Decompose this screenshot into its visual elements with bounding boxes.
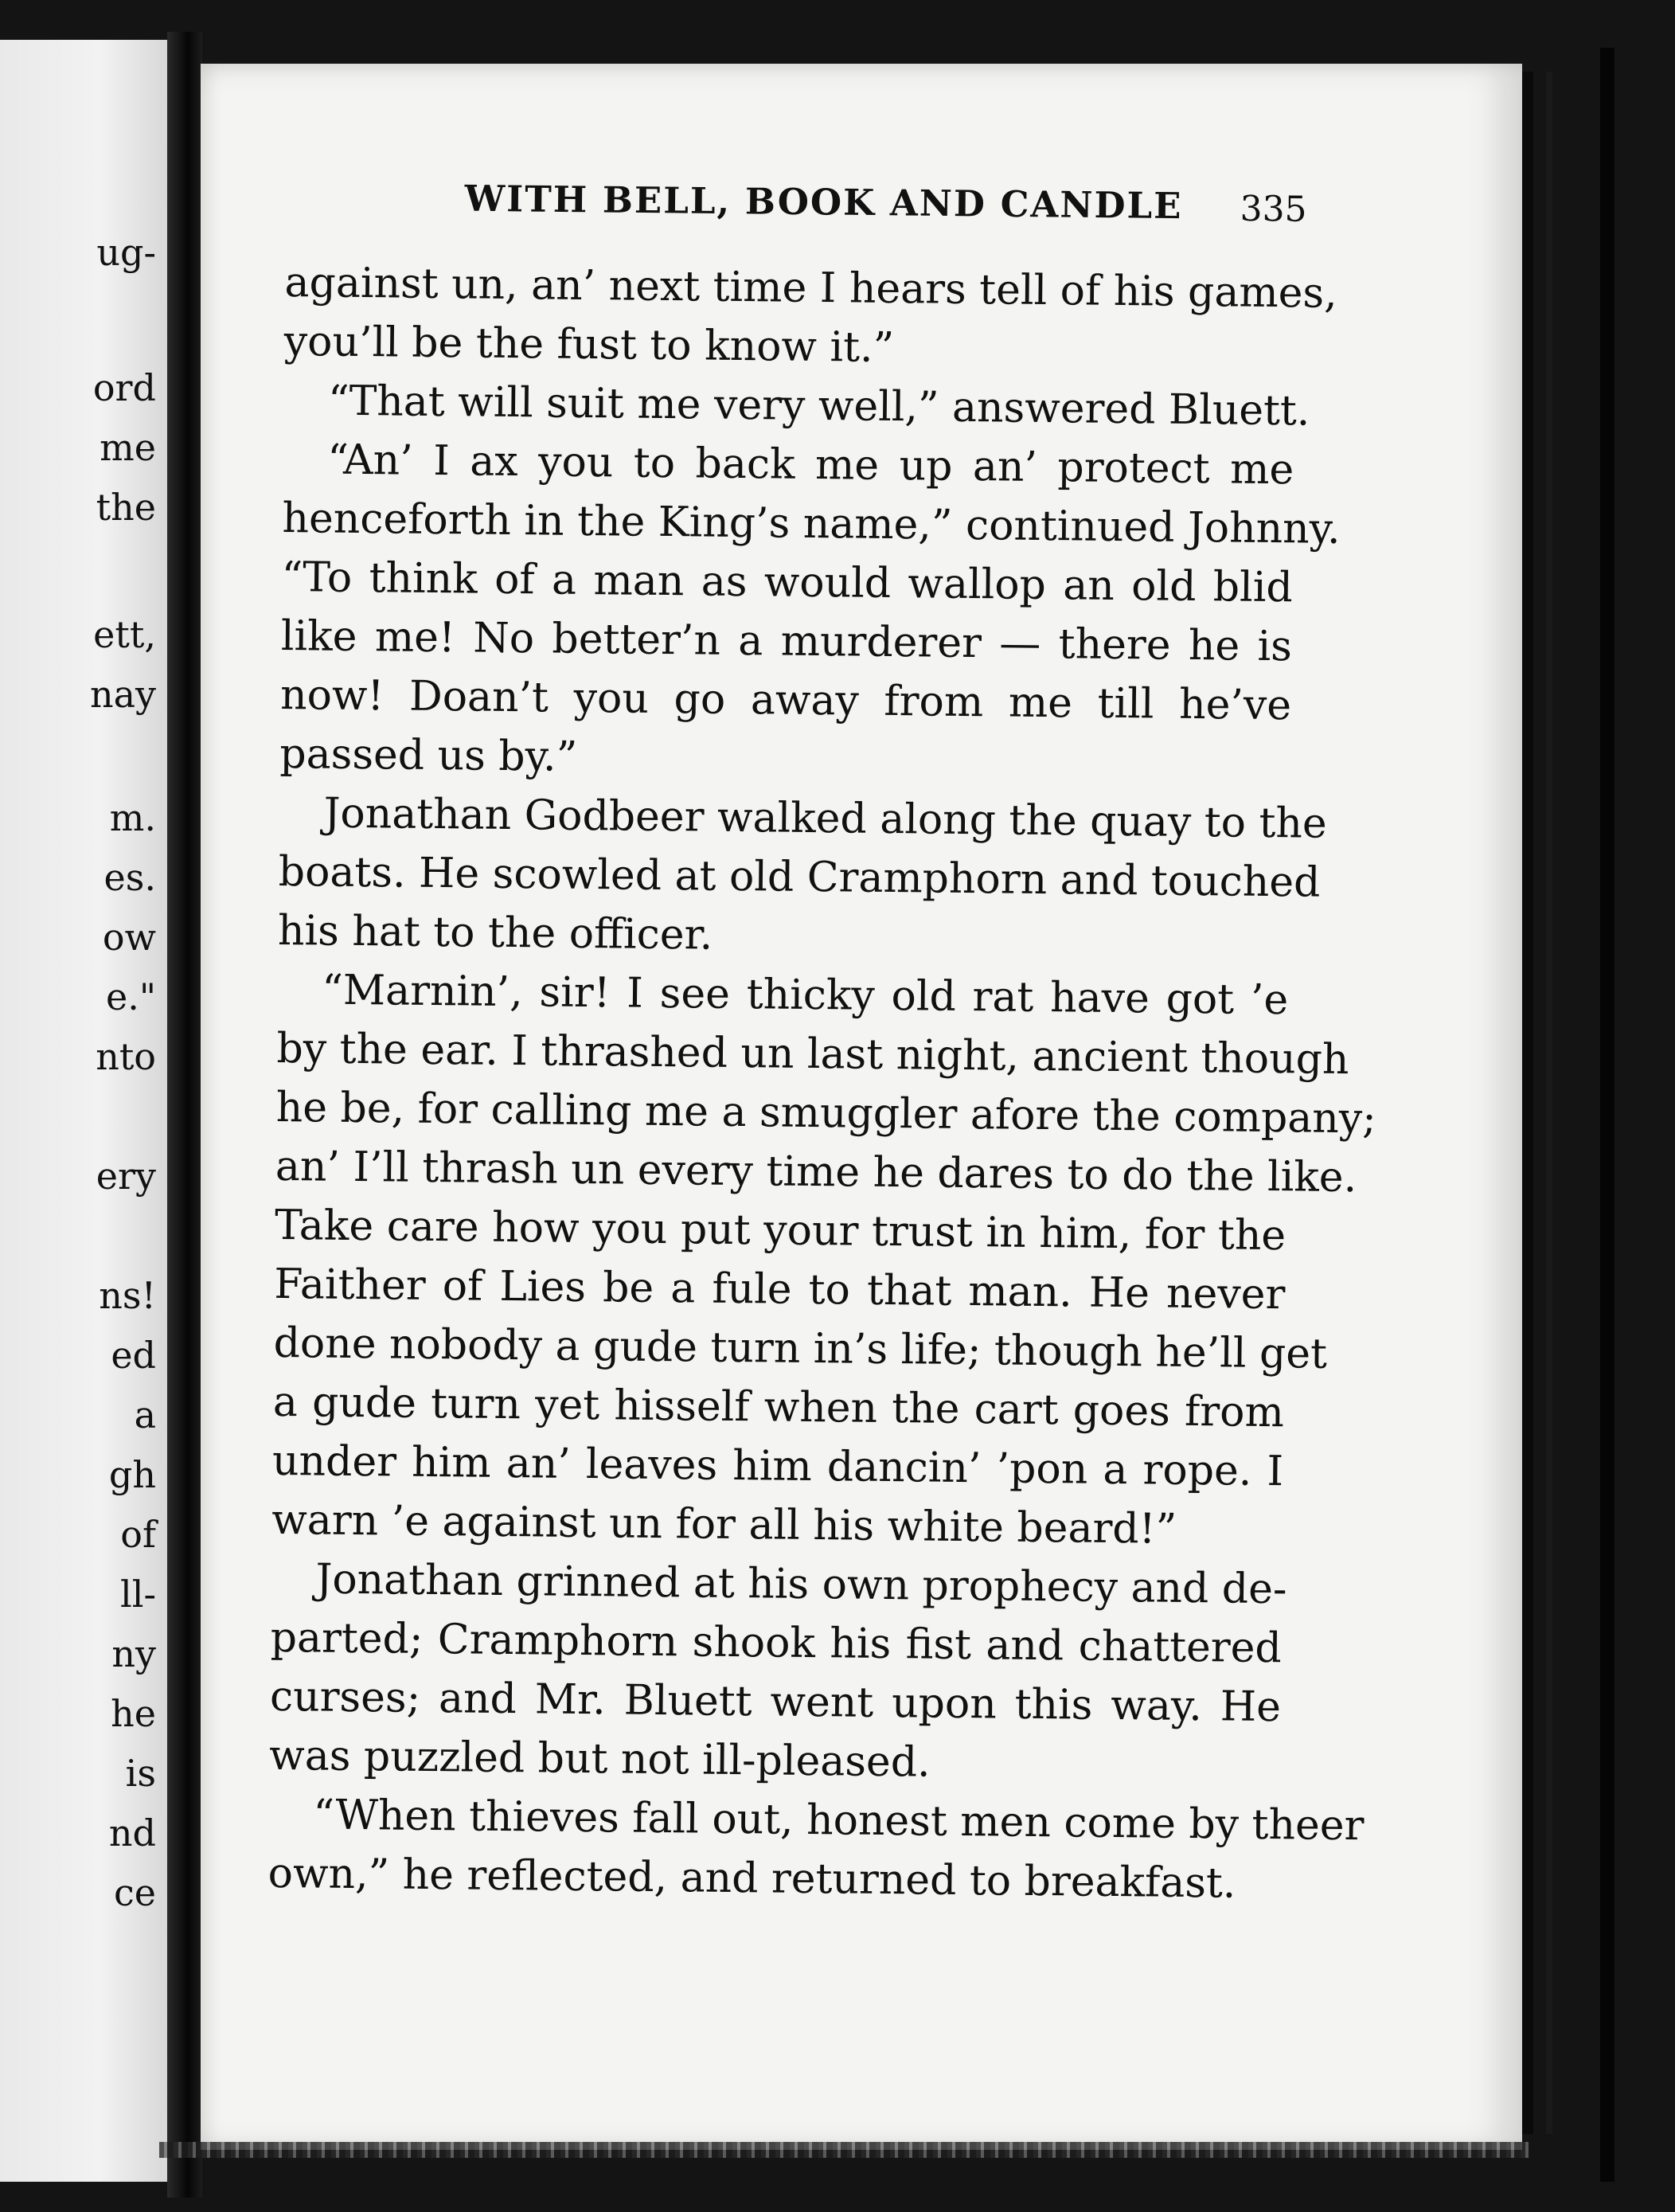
text-line: warn ’e against un for all his white beard!”	[271, 1495, 1177, 1553]
facing-page-line-fragment: the	[96, 486, 156, 529]
facing-page-line-fragment: ug-	[96, 231, 156, 274]
book-gutter	[167, 32, 202, 2198]
facing-page-fragment	[0, 40, 167, 2182]
body-text	[267, 253, 1377, 1913]
page-header	[260, 174, 1320, 240]
text-line: “Marnin’, sir! I see thicky old rat have got ’e	[321, 966, 1289, 1025]
text-line: against un, an’ next time I hears tell of his games,	[284, 258, 1337, 318]
text-line: parted; Cramphorn shook his fist and chattered	[270, 1613, 1283, 1673]
facing-page-line-fragment: ny	[111, 1632, 156, 1675]
text-line: an’ I’ll thrash un every time he dares to do the like.	[275, 1142, 1357, 1202]
text-line: “An’ I ax you to back me up an’ protect me	[326, 436, 1294, 494]
facing-page-line-fragment: ery	[96, 1155, 156, 1198]
text-line: Faither of Lies be a fule to that man. He never	[274, 1260, 1286, 1319]
text-line: “That will suit me very well,” answered Bluett.	[327, 377, 1310, 436]
facing-page-line-fragment: ord	[92, 366, 156, 409]
text-line: “When thieves fall out, honest men come by theer	[313, 1791, 1365, 1850]
text-line: like me! No better’n a murderer — there he is	[280, 612, 1293, 671]
text-line: under him an’ leaves him dancin’ ’pon a rope. I	[271, 1436, 1284, 1496]
facing-page-line-fragment: m.	[109, 796, 156, 839]
text-line: Jonathan Godbeer walked along the quay to the	[323, 789, 1328, 848]
text-line: Jonathan grinned at his own prophecy and de-	[315, 1555, 1287, 1614]
text-line: passed us by.”	[279, 729, 578, 781]
facing-page-line-fragment: nd	[108, 1811, 156, 1854]
facing-page-line-fragment: of	[120, 1513, 156, 1556]
text-line: done nobody a gude turn in’s life; though he’ll get	[273, 1319, 1328, 1378]
facing-page-line-fragment: ed	[111, 1334, 156, 1377]
facing-page-line-fragment: ll-	[120, 1573, 156, 1616]
facing-page-line-fragment: gh	[108, 1453, 156, 1496]
facing-page-line-fragment: a	[134, 1393, 156, 1436]
page-number: 335	[1240, 188, 1307, 230]
facing-page-line-fragment: he	[111, 1692, 156, 1735]
text-line: was puzzled but not ill-pleased.	[268, 1731, 931, 1787]
facing-page-line-fragment: es.	[103, 856, 156, 899]
facing-page-line-fragment: ow	[102, 916, 156, 959]
text-line: boats. He scowled at old Cramphorn and touched	[278, 847, 1321, 907]
text-line: his hat to the officer.	[277, 906, 713, 959]
facing-page-line-fragment: ett,	[93, 613, 156, 656]
text-line: you’ll be the fust to know it.”	[283, 317, 895, 373]
running-head: WITH BELL, BOOK AND CANDLE	[464, 177, 1183, 228]
facing-page-line-fragment: is	[125, 1752, 156, 1795]
page-edge-line	[1546, 72, 1552, 2134]
book-cover-edge	[1600, 48, 1614, 2182]
text-line: by the ear. I thrashed un last night, ancient though	[276, 1024, 1349, 1085]
text-line: now! Doan’t you go away from me till he’ve	[279, 670, 1292, 730]
facing-page-line-fragment: nay	[89, 673, 156, 716]
text-line: Take care how you put your trust in him, for the	[274, 1201, 1287, 1260]
page-bottom-edge	[159, 2142, 1529, 2158]
facing-page-line-fragment: e."	[105, 975, 156, 1018]
page-edge-line	[1522, 72, 1533, 2134]
text-line: a gude turn yet hisself when the cart goes from	[272, 1378, 1285, 1437]
facing-page-line-fragment: me	[100, 426, 156, 469]
text-line: “To think of a man as would wallop an old blid	[281, 553, 1293, 612]
text-line: he be, for calling me a smuggler afore the company;	[275, 1083, 1377, 1143]
facing-page-line-fragment: nto	[96, 1035, 156, 1078]
text-line: own,” he reflected, and returned to breakfast.	[267, 1849, 1236, 1908]
text-line: curses; and Mr. Bluett went upon this way. He	[269, 1672, 1282, 1732]
text-line: henceforth in the King’s name,” continued Johnny.	[282, 494, 1341, 553]
facing-page-line-fragment: ns!	[99, 1274, 156, 1317]
facing-page-line-fragment: ce	[114, 1871, 156, 1914]
